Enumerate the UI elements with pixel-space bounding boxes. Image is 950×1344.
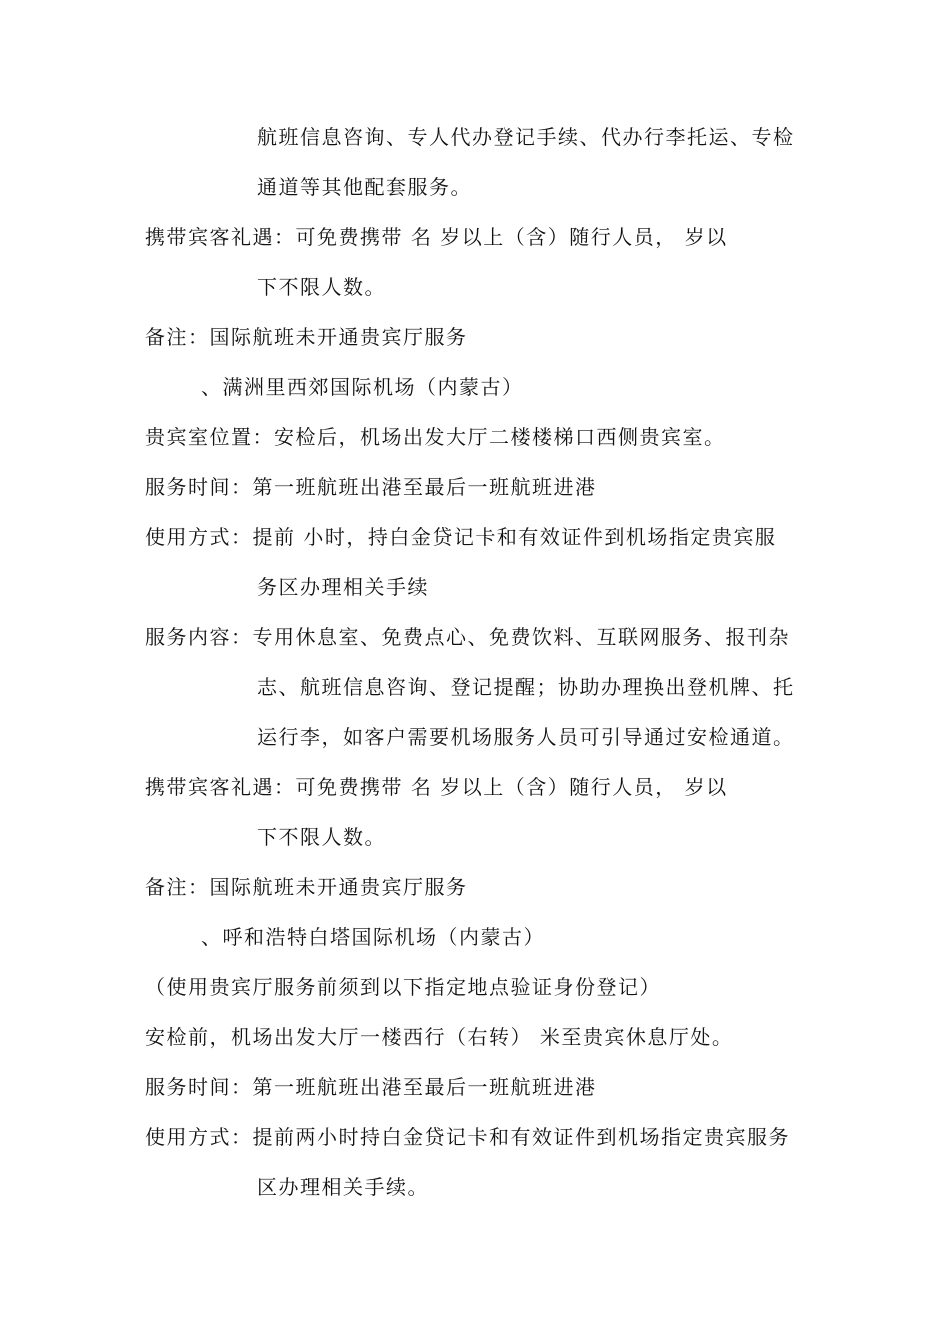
text-line: 备注：国际航班未开通贵宾厅服务: [145, 875, 468, 899]
text-line: 下不限人数。: [257, 825, 386, 849]
text-line: 航班信息咨询、专人代办登记手续、代办行李托运、专检: [257, 125, 795, 149]
text-line: 服务时间：第一班航班出港至最后一班航班进港: [145, 1075, 597, 1099]
text-line: 携带宾客礼遇：可免费携带 名 岁以上（含）随行人员， 岁以: [145, 225, 728, 249]
text-line: （使用贵宾厅服务前须到以下指定地点验证身份登记）: [145, 975, 661, 999]
text-line: 安检前，机场出发大厅一楼西行（右转） 米至贵宾休息厅处。: [145, 1025, 734, 1049]
text-line: 备注：国际航班未开通贵宾厅服务: [145, 325, 468, 349]
text-line: 运行李，如客户需要机场服务人员可引导通过安检通道。: [257, 725, 795, 749]
text-line: 服务时间：第一班航班出港至最后一班航班进港: [145, 475, 597, 499]
text-line: 携带宾客礼遇：可免费携带 名 岁以上（含）随行人员， 岁以: [145, 775, 728, 799]
text-line: 下不限人数。: [257, 275, 386, 299]
text-line: 务区办理相关手续: [257, 575, 429, 599]
text-line: 使用方式：提前两小时持白金贷记卡和有效证件到机场指定贵宾服务: [145, 1125, 790, 1149]
section-heading: 、呼和浩特白塔国际机场（内蒙古）: [201, 925, 545, 949]
text-line: 区办理相关手续。: [257, 1175, 429, 1199]
text-line: 贵宾室位置：安检后，机场出发大厅二楼楼梯口西侧贵宾室。: [145, 425, 726, 449]
text-line: 使用方式：提前 小时，持白金贷记卡和有效证件到机场指定贵宾服: [145, 525, 777, 549]
text-line: 通道等其他配套服务。: [257, 175, 472, 199]
text-line: 服务内容：专用休息室、免费点心、免费饮料、互联网服务、报刊杂: [145, 625, 790, 649]
section-heading: 、满洲里西郊国际机场（内蒙古）: [201, 375, 524, 399]
text-line: 志、航班信息咨询、登记提醒；协助办理换出登机牌、托: [257, 675, 795, 699]
